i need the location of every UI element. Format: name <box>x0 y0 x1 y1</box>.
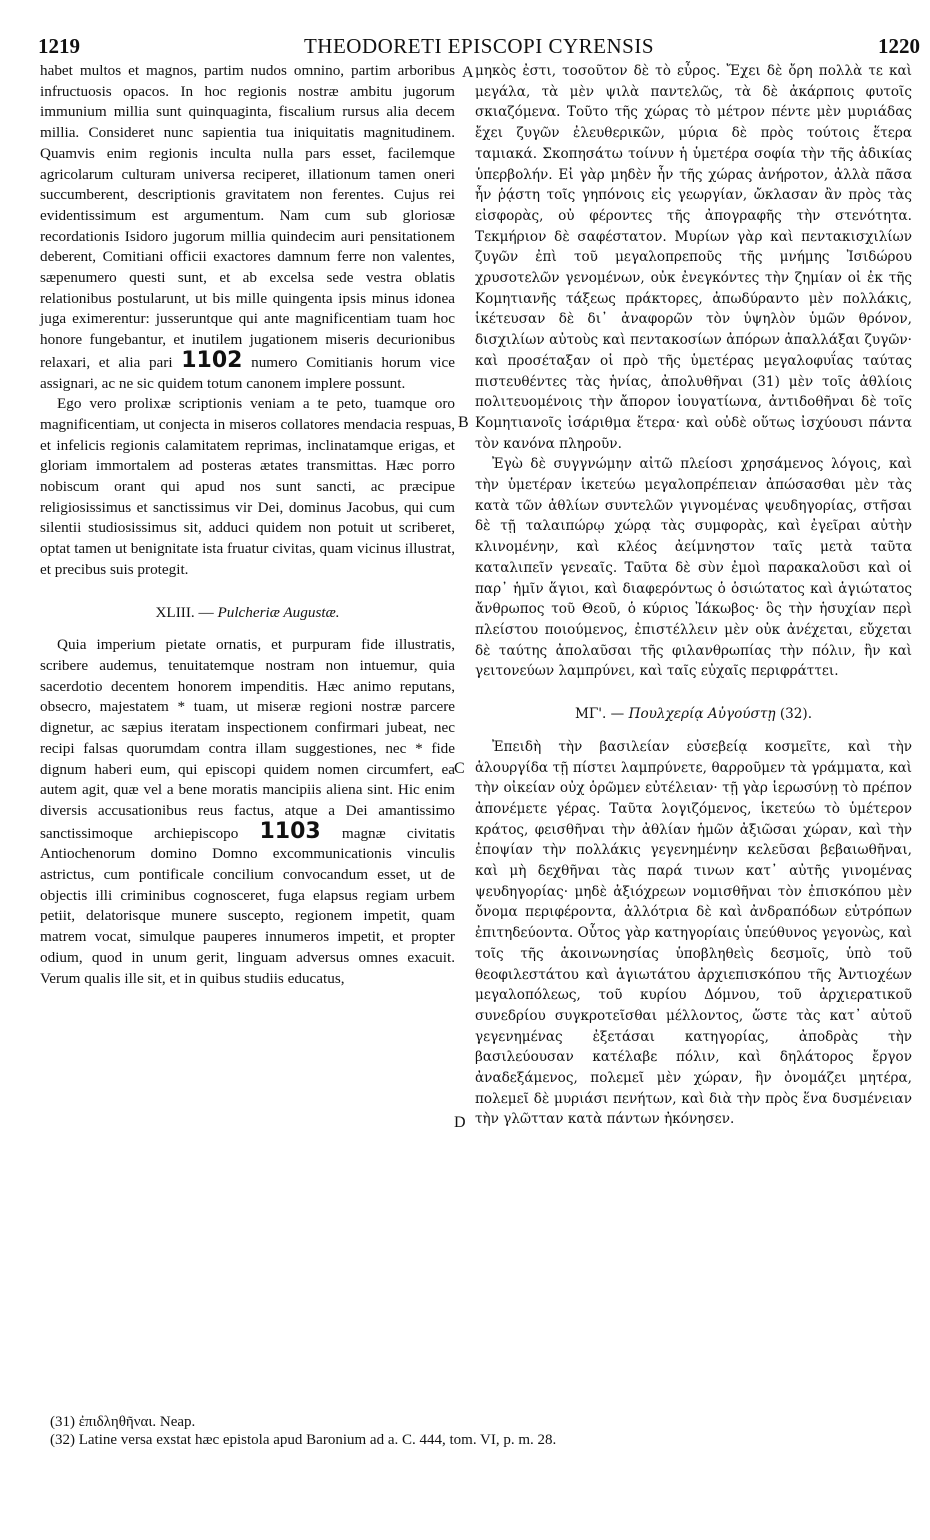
latin-text: magnæ civitatis Antiochenorum domino Domno excommunicationis vinculis astrictus, cum pontificale concilium convocandum esset, ut de objectis illi criminibus cognosceret, fuga elapsus regiam urbem petiit, delatorisque munere suscepto, regionem impetit, quam matrem vocat, simulque pauperes innumeros impetit, et propter odium, quod in unum gerit, linguam adversus omnes exacuit. Verum qualis ille sit, et in quibus studiis educatus, <box>40 824 456 987</box>
latin-letter-title <box>40 603 455 624</box>
margin-letter-b: B <box>458 414 469 431</box>
margin-letter-d: D <box>454 1114 466 1131</box>
greek-column <box>475 61 912 1130</box>
latin-column <box>40 61 455 989</box>
greek-letter-title <box>475 704 912 725</box>
footnotes <box>50 1414 910 1449</box>
footnote: (32) Latine versa exstat hæc epistola apud Baronium ad a. C. 444, tom. VI, p. m. 28. <box>50 1431 557 1448</box>
latin-paragraph <box>40 61 455 394</box>
footnote: (31) ἐπιδληθῆναι. Neap. <box>50 1414 196 1430</box>
letter-number: XLIII. — <box>155 603 214 621</box>
latin-paragraph <box>40 635 455 989</box>
latin-text: Quia imperium pietate ornatis, et purpuram fide illustratis, scribere audemus, tenuitatemque nostram non intuemur, quia sacerdotio decentem honorem impenditis. Hæc animo reputans, obsecro, majestatem * tuam, ut miseræ regioni nostræ parcere dignetur, ac sæpius iteratam inspectionem confirmari jubeat, nec recipi falsas quorumdam contra illam suggestiones, nec * fide dignum haberi eum, qui episcopi quidem nomen circumfert, ea autem agit, quæ vel a bene moratis mancipiis aliena sint. Hic enim diversis accusationibus reus factus, atque a Dei amantissimo sanctissimoque archiepiscopo <box>40 636 455 842</box>
greek-paragraph: Ἐγὼ δὲ συγγνώμην αἰτῶ πλείοσι χρησάμενος λόγοις, καὶ τὴν ὑμετέραν ἱκετεύω μεγαλοπρέπειαν ἀπώσασθαι μὲν τὰς κατὰ τῶν ἀθλίων συντελῶν γιγνομένας ψευδηγορίας, στῆσαι δὲ τῇ ταλαιπώρῳ χώρᾳ τὰς συμφορὰς, καὶ ἐγεῖραι αὐτὴν κλινομένην, καὶ κλέος ἀείμνηστον ταῖς μετὰ ταῦτα καταλιπεῖν γενεαῖς. Ταῦτα δὲ σὺν ἐμοὶ παρακαλοῦσι καὶ οἱ παρ᾿ ἡμῖν ἅγιοι, καὶ διαφερόντως ὁ ὁσιώτατος καὶ ἁγιώτατος ἄνθρωπος τοῦ Θεοῦ, ὁ κύριος Ἰάκωβος· ὃς τὴν ἡσυχίαν περὶ πλείστου ποιούμενος, ἐπιστέλλειν μὲν οὐκ ἀνέχεται, εὔχεται δὲ ταύτης ἀπολαῦσαι τῆς φιλανθρωπίας τὴν πόλιν, ἣν καὶ γειτονεύων λαμπρύνει, καὶ ταῖς εὐχαῖς περιφράττει. <box>475 456 912 680</box>
running-title: THEODORETI EPISCOPI CYRENSIS <box>303 34 655 58</box>
greek-paragraph: Ἐπειδὴ τὴν βασιλείαν εὐσεβείᾳ κοσμεῖτε, καὶ τὴν ἁλουργίδα τῇ πίστει λαμπρύνετε, θαρροῦμεν τὰ γράμματα, καὶ τὴν οἰκείαν οὐχ ὁρῶμεν εὐτέλειαν· τῇ γὰρ ἱερωσύνῃ τὸ πρέπον ἀπονέμετε γέρας. Ταῦτα λογιζόμενος, ἱκετεύω τὸ ὑμέτερον κράτος, φεισθῆναι τὴν ἀθλίαν ἡμῶν ἀξιῶσαι χώραν, καὶ τὴν ἐποψίαν τὴν πολλάκις γεγενημένην κελεῦσαι βεβαιωθῆναι, καὶ μὴ δεχθῆναι τὰς παρά τινων κατ᾿ αὐτῆς γινομένας ψευδηγορίας· μηδὲ ἀξιόχρεων νομισθῆναι τὸν ἐπισκόπου μὲν ὄνομα περιφέροντα, ἀλλότρια δὲ καὶ ἀνδραπόδων εὐτρόπων ἐπιτηδεύοντα. Οὗτος γὰρ κατηγορίαις ὑπεύθυνος γεγονὼς, καὶ τοῖς τῆς ἀκοινωνησίας ὑποβληθεὶς δεσμοῖς, ὑπὸ τοῦ θεοφιλεστάτου καὶ ἁγιωτάτου ἀρχιεπισκόπου τῆς Ἀντιοχέων μεγαλοπόλεως, τοῦ κυρίου Δόμνου, τοῦ ἀρχιερατικοῦ συνεδρίου συγκροτεῖσθαι μέλλοντος, ὥστε τὰς κατ᾿ αὐτοῦ γεγενημένας ἐξετάσαι κατηγορίας, ἀποδρὰς τὴν βασιλεύουσαν κατέλαβε πόλιν, καὶ δηλάτορος ἔργον ἀναδεξάμενος, πολεμεῖ μὲν χώραν, ἣν ὀνομάζει μητέρα, πολεμεῖ δὲ μυριάσι πενήτων, καὶ διὰ τὴν πρὸς ἕνα δυσμένειαν τὴν γλῶτταν κατὰ πάντων ἠκόνησεν. <box>475 738 912 1128</box>
letter-number: ΜΓ'. — <box>574 706 625 723</box>
greek-paragraph: μηκὸς ἐστι, τοσοῦτον δὲ τὸ εὖρος. Ἔχει δὲ ὄρη πολλὰ τε καὶ μεγάλα, τὰ μὲν ψιλὰ παντελῶς, τὰ δὲ ἀκάρποις φυτοῖς σκιαζόμενα. Τοῦτο τῆς χώρας τὸ μέτρον πέντε μὲν μυριάδας ἔχει ζυγῶν ἐλευθερικῶν, μύρια δὲ πρὸς τούτοις ἕτερα ταμιακά. Σκοπησάτω τοίνυν ἡ ὑμετέρα σοφία τὴν τῆς ἀδικίας ὑπερβολήν. Εἰ γὰρ μηδὲν ἦν τῆς χώρας ἀνήροτον, ἀλλὰ πᾶσα ἦν ῥᾴστη τοῖς γηπόνοις εἰς γεωργίαν, ὤκλασαν ἂν πρὸς τὰς εἰσφορὰς, οὐ φέροντες τῆς ἀπογραφῆς τὴν στενότητα. Τεκμήριον δὲ σαφέστατον. Μυρίων γὰρ καὶ πεντακισχιλίων ζυγῶν ἐπὶ τοῦ μεγαλοπρεποῦς τῆς μνήμης Ἰσιδώρου χρυσοτελῶν γενομένων, οὐκ ἐνεγκόντες τὴν ζημίαν οἱ ἐκ τῆς Κομητιανῆς τάξεως πράκτορες, ἀπωδύραντο μὲν πολλάκις, ἱκέτευσαν δὲ δι᾿ ἀναφορῶν τὸν ὑψηλὸν ὑμῶν θρόνον, δισχιλίων αὐτοὺς καὶ πεντακοσίων ἀπόρων ἀπαλλάξαι ζυγῶν· καὶ προσέταξαν οἱ πρὸ τῆς ὑμετέρας μεγαλοφυΐας ταύτας πιστευθέντες τὰς ἡνίας, ἀπολυθῆναι (31) μὲν τοῖς ἀθλίοις πολιτευομένοις τὴν ἄπορον ἰουγατίωνα, ἀντιδοθῆναι δὲ τοῖς Κομητιανοῖς ἰσάριθμα ἕτερα· καὶ οὐδὲ οὕτως ἰσχύουσι πάντα τὸν κανόνα πληροῦν. <box>475 63 912 452</box>
letter-addressee: Pulcheriæ Augustæ. <box>217 603 340 621</box>
page-header <box>38 34 920 62</box>
margin-letter-a: A <box>462 64 474 81</box>
latin-text: numero Comitianis horum vice assignari, ac ne sic quidem totum canonem implere possunt. <box>40 353 455 392</box>
footnote-ref: (32). <box>779 706 813 723</box>
left-page-number: 1219 <box>38 34 80 58</box>
column-number: 1102 <box>181 347 243 373</box>
margin-letter-c: C <box>454 760 465 777</box>
latin-text: habet multos et magnos, partim nudos omnino, partim arboribus infructuosis opacos. In hoc regionis nostræ ambitu jugorum immunium millia sunt quinquaginta, fiscalium rursus alia decem millia. Consideret nunc sapientia tua iniquitatis magnitudinem. Quamvis enim regionis inculta nulla pars esset, facilemque agricolarum culturam universa reciperet, illationum tamen oneri succumberent, descriptionis gravitatem non ferentes. Cujus rei evidentissimum est argumentum. Nam cum sub gloriosæ recordationis Isidoro jugorum millia quindecim auri pensitationem deberent, Comitiani officii exactores damnum ferre non valentes, sæpenumero questi sunt, et ab excelsa sede vestra oblatis relationibus postularunt, ut bis mille quingenta ipsis minus idonea juga eximerentur: jusseruntque qui ante magnificentiam tuam hoc honore fungebantur, et inutilem jugationem miseris decurionibus relaxari, et alia pari <box>40 62 455 371</box>
column-number: 1103 <box>259 818 321 844</box>
letter-addressee: Πουλχερίᾳ Αὐγούστῃ <box>628 706 776 723</box>
right-page-number: 1220 <box>878 34 920 58</box>
latin-paragraph: Ego vero prolixæ scriptionis veniam a te peto, tuamque oro magnificentiam, ut conjecta in miseros collatores mendacia respuas, et infelicis regionis calamitatem reprimas, inclinatamque erigas, et gloriam immortalem ad posteras ætates transmittas. Hæc porro nobiscum orant qui apud nos sunt sancti, ac præcipue religiosissimus et sanctissimus vir Dei, dominus Jacobus, qui cum silentii studiosissimus sit, adduci quidem non potuit ut scriberet, optat tamen ut benignitate ista fruatur civitas, quam vicinus illustrat, et precibus suis protegit. <box>40 395 455 578</box>
